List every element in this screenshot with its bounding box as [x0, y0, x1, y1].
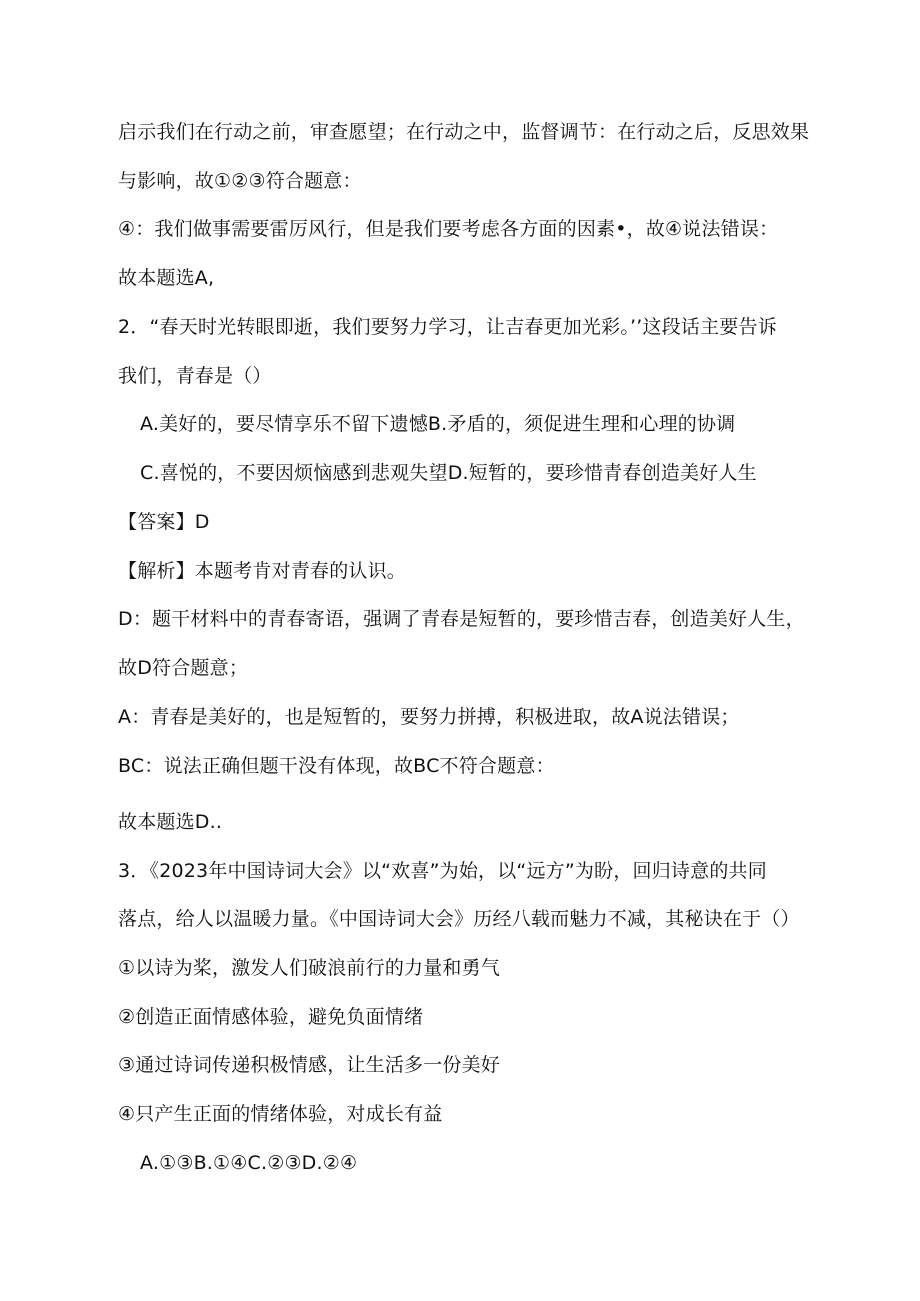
question-3-statement-3: ③通过诗词传递积极情感，让生活多一份美好	[118, 1054, 501, 1076]
analysis-a-line: A：青春是美好的，也是短暂的，要努力拼搏，积极进取，故A说法错误；	[118, 706, 740, 728]
analysis-line-2: 与影响，故①②③符合题意：	[118, 170, 362, 192]
question-2-options-cd: C.喜悦的，不要因烦恼感到悲观失望D.短暂的，要珍惜青春创造美好人生	[140, 462, 757, 484]
question-3-options: A.①③B.①④C.②③D.②④	[140, 1152, 358, 1174]
analysis-bc-line: BC：说法正确但题干没有体现，故BC不符合题意：	[118, 755, 555, 777]
question-2-options-ab: A.美好的，要尽情享乐不留下遗憾B.矛盾的，须促进生理和心理的协调	[140, 413, 736, 435]
analysis-d-line-1: D：题干材料中的青春寄语，强调了青春是短暂的，要珍惜吉春，创造美好人生，	[118, 608, 805, 630]
analysis-line-3: ④：我们做事需要雷厉风行，但是我们要考虑各方面的因素•，故④说法错误：	[118, 218, 779, 240]
question-3-line-1: 3．《2023年中国诗词大会》以“欢喜”为始，以“远方”为盼，回归诗意的共同	[118, 860, 767, 882]
question-3-line-2: 落点，给人以温暖力量。《中国诗词大会》历经八载而魅力不减，其秘诀在于（）	[118, 908, 800, 930]
answer-choice-line: 故本题选A,	[118, 267, 215, 289]
analysis-line-1: 启示我们在行动之前，审查愿望；在行动之中，监督调节：在行动之后，反思效果	[118, 121, 810, 143]
answer-choice-line-2: 故本题选D..	[118, 811, 223, 833]
answer-label: 【答案】D	[118, 511, 210, 533]
analysis-d-line-2: 故D符合题意；	[118, 657, 249, 679]
question-2-line-1: 2．“春天时光转眼即逝，我们要努力学习，让吉春更加光彩。’’这段话主要告诉	[118, 316, 777, 338]
question-3-statement-2: ②创造正面情感体验，避免负面情绪	[118, 1006, 424, 1028]
question-3-statement-4: ④只产生正面的情绪体验，对成长有益	[118, 1103, 443, 1125]
question-3-statement-1: ①以诗为桨，激发人们破浪前行的力量和勇气	[118, 957, 501, 979]
question-2-line-2: 我们，青春是（）	[118, 365, 272, 387]
analysis-label: 【解析】本题考肯对青春的认识。	[118, 560, 407, 582]
